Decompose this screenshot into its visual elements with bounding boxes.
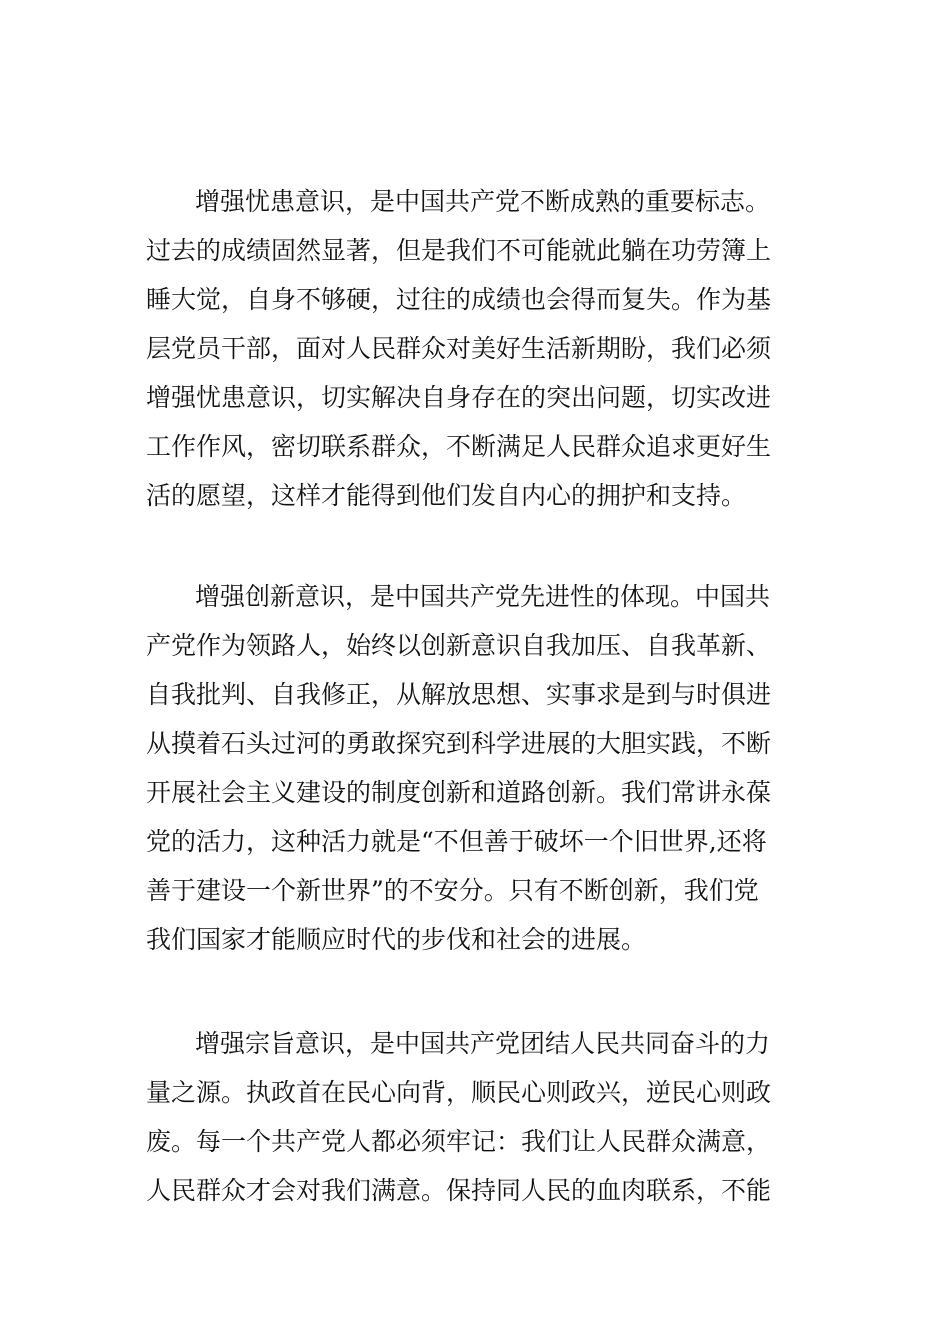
paragraph-line: 过去的成绩固然显著，但是我们不可能就此躺在功劳簿上: [146, 236, 772, 265]
paragraph-line: 增强宗旨意识，是中国共产党团结人民共同奋斗的力: [195, 1029, 771, 1058]
paragraph-line: 睡大觉，自身不够硬，过往的成绩也会得而复失。作为基: [146, 285, 772, 314]
paragraph-line: 增强忧患意识，是中国共产党不断成熟的重要标志。: [195, 187, 771, 216]
paragraph-line: 产党作为领路人，始终以创新意识自我加压、自我革新、: [146, 631, 772, 660]
paragraph-line: 活的愿望，这样才能得到他们发自内心的拥护和支持。: [146, 481, 747, 510]
paragraph-line: 增强忧患意识，切实解决自身存在的突出问题，切实改进: [146, 383, 772, 412]
paragraph-line: 人民群众才会对我们满意。保持同人民的血肉联系，不能: [146, 1176, 772, 1205]
paragraph-line: 工作作风，密切联系群众，不断满足人民群众追求更好生: [146, 432, 772, 461]
paragraph-line: 废。每一个共产党人都必须牢记：我们让人民群众满意，: [146, 1127, 772, 1156]
paragraph-line: 增强创新意识，是中国共产党先进性的体现。中国共: [195, 582, 771, 611]
paragraph-line: 层党员干部，面对人民群众对美好生活新期盼，我们必须: [146, 334, 772, 363]
paragraph-line: 量之源。执政首在民心向背，顺民心则政兴，逆民心则政: [146, 1078, 772, 1107]
paragraph-line: 党的活力，这种活力就是“不但善于破坏一个旧世界,还将: [146, 827, 767, 856]
paragraph-line: 自我批判、自我修正，从解放思想、实事求是到与时俱进: [146, 680, 772, 709]
paragraph-line: 开展社会主义建设的制度创新和道路创新。我们常讲永葆: [146, 778, 772, 807]
paragraph-line: 我们国家才能顺应时代的步伐和社会的进展。: [146, 925, 647, 954]
paragraph-line: 从摸着石头过河的勇敢探究到科学进展的大胆实践，不断: [146, 729, 772, 758]
paragraph-line: 善于建设一个新世界”的不安分。只有不断创新，我们党: [146, 876, 759, 905]
